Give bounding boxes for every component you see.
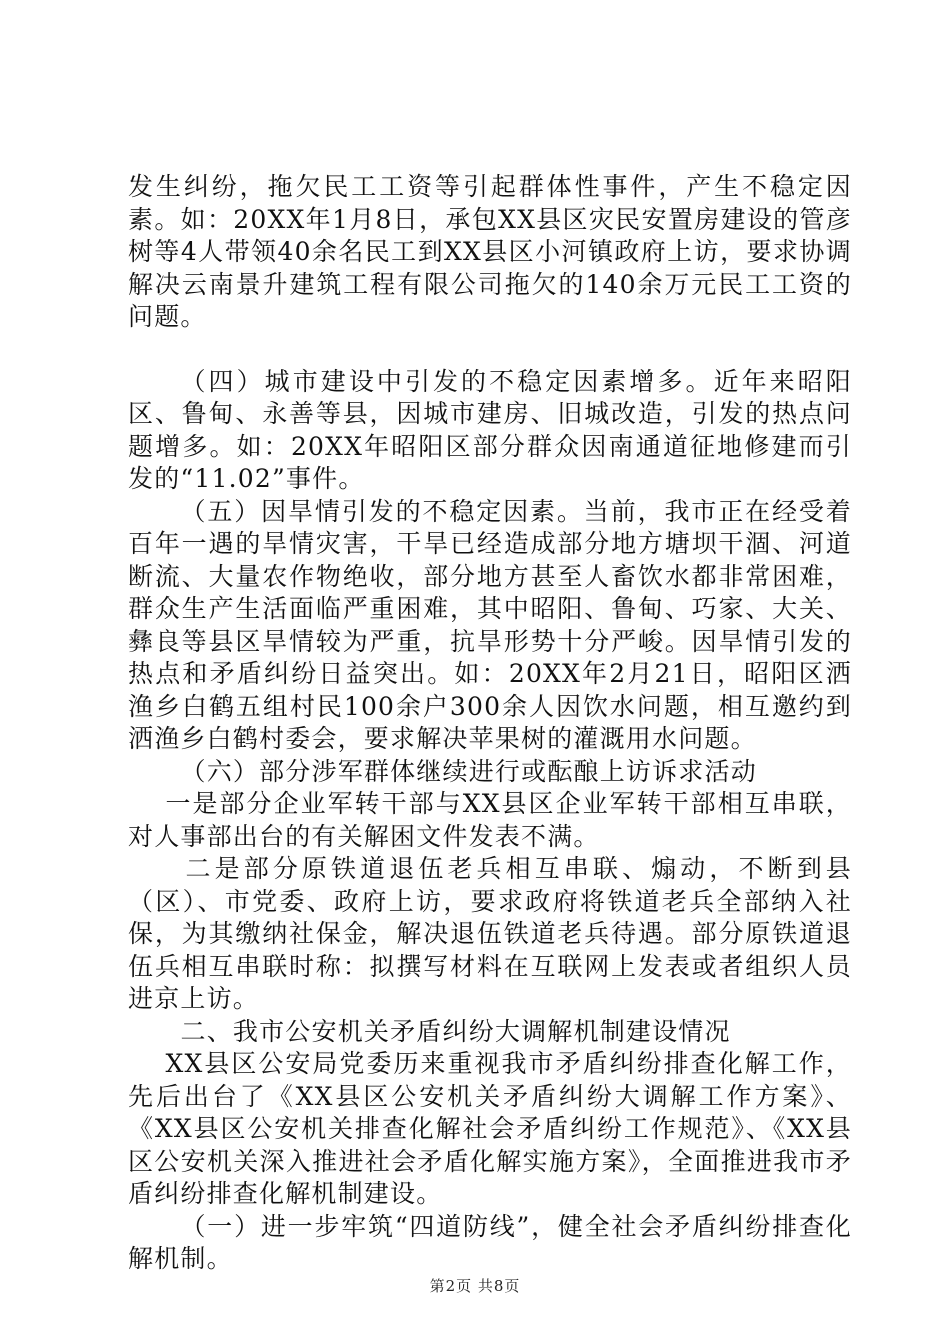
- section-heading-mediation: 二、我市公安机关矛盾纠纷大调解机制建设情况: [180, 1016, 731, 1046]
- paragraph-four-lines: （一）进一步牢筑“四道防线”，健全社会矛盾纠纷排查化解机制。: [128, 1211, 852, 1273]
- paragraph-police-measures: XX县区公安局党委历来重视我市矛盾纠纷排查化解工作，先后出台了《XX县区公安机关矛盾纠纷大调解工作方案》、《XX县区公安机关排查化解社会矛盾纠纷工作规范》、《XX县区公安机关深入推进社会矛盾化解实施方案》，全面推进我市矛盾纠纷排查化解机制建设。: [128, 1049, 852, 1208]
- paragraph-military-groups-heading: （六）部分涉军群体继续进行或酝酿上访诉求活动: [180, 756, 757, 786]
- paragraph-railway-veterans: 二是部分原铁道退伍老兵相互串联、煽动，不断到县（区）、市党委、政府上访，要求政府将铁道老兵全部纳入社保，为其缴纳社保金，解决退伍铁道老兵待遇。部分原铁道退伍兵相互串联时称：拟撰写材料在互联网上发表或者组织人员进京上访。: [128, 854, 852, 1013]
- paragraph-military-cadres: 一是部分企业军转干部与XX县区企业军转干部相互串联，对人事部出台的有关解困文件发表不满。: [128, 789, 852, 851]
- paragraph-wage-disputes: 发生纠纷，拖欠民工工资等引起群体性事件，产生不稳定因素。如：20XX年1月8日，承包XX县区灾民安置房建设的管彦树等4人带领40余名民工到XX县区小河镇政府上访，要求协调解决云南景升建筑工程有限公司拖欠的140余万元民工工资的问题。: [128, 172, 852, 331]
- page-footer: 第2页 共8页: [429, 1277, 521, 1295]
- document-body: [128, 171, 852, 1276]
- paragraph-urban-construction: （四）城市建设中引发的不稳定因素增多。近年来昭阳区、鲁甸、永善等县，因城市建房、旧城改造，引发的热点问题增多。如：20XX年昭阳区部分群众因南通道征地修建而引发的“11.02”事件。: [128, 366, 852, 493]
- paragraph-drought: （五）因旱情引发的不稳定因素。当前，我市正在经受着百年一遇的旱情灾害，干旱已经造成部分地方塘坝干涸、河道断流、大量农作物绝收，部分地方甚至人畜饮水都非常困难，群众生产生活面临严重困难，其中昭阳、鲁甸、巧家、大关、彝良等县区旱情较为严重，抗旱形势十分严峻。因旱情引发的热点和矛盾纠纷日益突出。如：20XX年2月21日，昭阳区洒渔乡白鹤五组村民100余户300余人因饮水问题，相互邀约到洒渔乡白鹤村委会，要求解决苹果树的灌溉用水问题。: [128, 496, 852, 753]
